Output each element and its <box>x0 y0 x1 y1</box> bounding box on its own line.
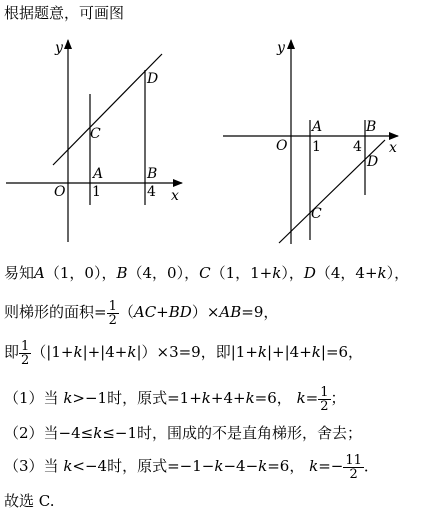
fraction-half: $\frac{1}{2}$ <box>320 384 329 414</box>
figure-1 <box>0 30 200 250</box>
figure-2 <box>215 30 427 250</box>
fig1-label-a: A <box>93 166 104 182</box>
fig2-label-b: B <box>366 119 377 135</box>
equation-line: 即 $\frac{1}{2}$ （|1+k|+|4+k|）×3=9，即|1+k|+|4+k|=6， <box>4 338 364 368</box>
fig1-label-y: y <box>55 40 63 56</box>
fig1-tick-1: 1 <box>92 184 101 200</box>
fig2-label-o: O <box>276 138 288 154</box>
fig1-label-o: O <box>54 184 66 200</box>
fig2-label-d: D <box>367 154 379 170</box>
fraction-eleven-halves: $\frac{11}{2}$ <box>345 452 362 482</box>
fig1-label-c: C <box>90 126 101 142</box>
fig1-line-cd <box>53 54 162 165</box>
fig1-label-b: B <box>147 166 158 182</box>
area-line: 则梯形的面积= $\frac{1}{2}$ （AC+BD）×AB=9， <box>4 298 279 328</box>
fig2-label-y: y <box>277 40 285 56</box>
fig2-label-a: A <box>312 119 323 135</box>
fig1-tick-4: 4 <box>147 184 156 200</box>
fig1-label-d: D <box>147 71 159 87</box>
answer-text: 故选 C. <box>4 492 55 510</box>
intro-text: 根据题意，可画图 <box>4 4 125 22</box>
fig2-tick-1: 1 <box>312 139 321 155</box>
case-2-line: （2）当−4≤k≤−1时，围成的不是直角梯形，舍去； <box>4 424 363 442</box>
fig2-label-x: x <box>389 140 397 156</box>
fig2-tick-4: 4 <box>353 139 362 155</box>
coordinates-line: 易知A（1，0），B（4，0），C（1，1+k），D（4，4+k）， <box>4 264 410 282</box>
fig1-label-x: x <box>171 188 179 204</box>
case-3-line: （3）当 k<−4时，原式=−1−k−4−k=6， k=− $\frac{11}{2}$ ． <box>4 452 379 482</box>
fraction-half: $\frac{1}{2}$ <box>21 338 30 368</box>
fraction-half: $\frac{1}{2}$ <box>108 298 117 328</box>
case-1-line: （1）当 k>−1时，原式=1+k+4+k=6， k= $\frac{1}{2}$ ； <box>4 384 346 414</box>
fig2-label-c: C <box>311 206 322 222</box>
